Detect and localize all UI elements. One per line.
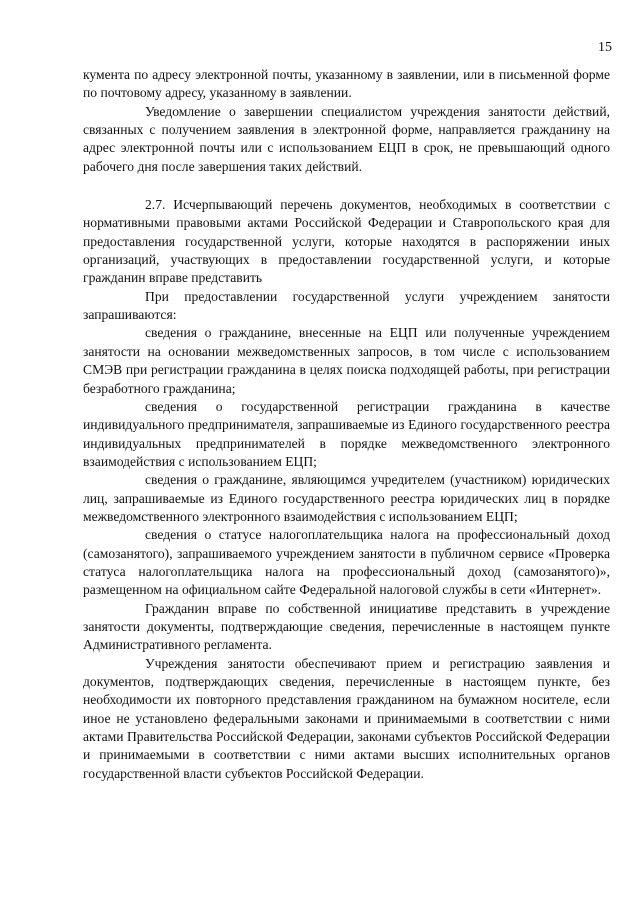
list-item-entrepreneur-registration: сведения о государственной регистрации гражданина в качестве индивидуального предпринимателя, запрашиваемые из Единого государственного реестра индивидуальных предпринимателей в порядке межведомственного электронного взаимодействия с использованием ЕЦП; [83, 398, 610, 469]
paragraph-notification: Уведомление о завершении специалистом учреждения занятости действий, связанных с получением заявления в электронной форме, направляется гражданину на адрес электронной почты или с использованием ЕЦП в срок, не превышающий одного рабочего дня после завершения таких действий. [83, 103, 610, 174]
paragraph-citizen-right: Гражданин вправе по собственной инициативе представить в учреждение занятости документы, подтверждающие сведения, перечисленные в настоящем пункте Административного регламента. [83, 600, 610, 653]
list-item-self-employed-status: сведения о статусе налогоплательщика налога на профессиональный доход (самозанятого), запрашиваемого учреждением занятости в публичном сервисе «Проверка статуса налогоплательщика налога на профессиональный доход (самозанятого)», размещенном на официальном сайте Федеральной налоговой службы в сети «Интернет». [83, 527, 610, 598]
list-item-citizen-info: сведения о гражданине, внесенные на ЕЦП или полученные учреждением занятости на основании межведомственных запросов, в том числе с использованием СМЭВ при регистрации гражданина в целях поиска подходящей работы, при регистрации безработного гражданина; [83, 325, 610, 396]
list-item-founder-info: сведения о гражданине, являющимся учредителем (участником) юридических лиц, запрашиваемые из Единого государственного реестра юридических лиц в порядке межведомственного электронного взаимодействия с использованием ЕЦП; [83, 472, 610, 524]
page-number: 15 [598, 40, 612, 55]
section-gap [83, 176, 610, 196]
document-body [83, 66, 610, 783]
paragraph-reception-registration: Учреждения занятости обеспечивают прием и регистрацию заявления и документов, подтверждающих сведения, перечисленные в настоящем пункте, без необходимости их повторного представления гражданином на бумажном носителе, если иное не установлено федеральными законами и принимаемыми в соответствии с ними актами Правительства Российской Федерации, законами субъектов Российской Федерации и принимаемыми в соответствии с ними актами высших исполнительных органов государственной власти субъектов Российской Федерации. [83, 655, 610, 781]
paragraph-section-2-7: 2.7. Исчерпывающий перечень документов, необходимых в соответствии с нормативными правовыми актами Российской Федерации и Ставропольского края для предоставления государственной услуги, которые находятся в распоряжении иных организаций, участвующих в предоставлении государственной услуги, и которые гражданин вправе представить [83, 197, 610, 286]
paragraph-continuation: кумента по адресу электронной почты, указанному в заявлении, или в письменной форме по почтовому адресу, указанному в заявлении. [83, 67, 610, 101]
paragraph-requested-info: При предоставлении государственной услуги учреждением занятости запрашиваются: [83, 288, 610, 323]
